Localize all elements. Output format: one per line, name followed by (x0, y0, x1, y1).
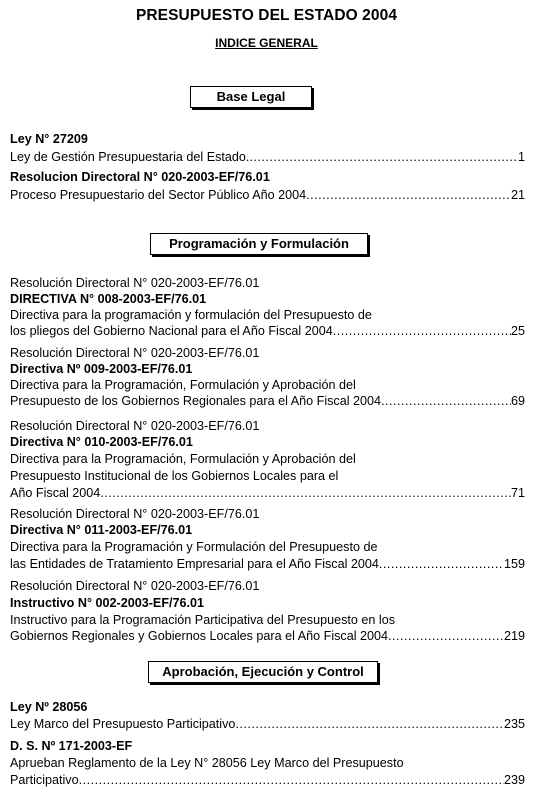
entry-ref: Instructivo N° 002-2003-EF/76.01 (10, 596, 205, 610)
entry-text: las Entidades de Tratamiento Empresarial para el Año Fiscal 2004 (10, 557, 379, 571)
index-subtitle: INDICE GENERAL (215, 36, 318, 50)
entry-ref: Ley N° 27209 (10, 132, 88, 146)
entry-text: los pliegos del Gobierno Nacional para el Año Fiscal 2004 (10, 324, 333, 338)
entry-ref: Directiva Nº 009-2003-EF/76.01 (10, 362, 193, 376)
entry-text: Participativo (10, 773, 79, 787)
section-heading-base-legal: Base Legal (190, 86, 312, 108)
entry-pre: Resolución Directoral N° 020-2003-EF/76.01 (10, 419, 260, 433)
toc-entry-line[interactable] (10, 716, 525, 732)
document-title: PRESUPUESTO DEL ESTADO 2004 (135, 7, 398, 24)
leader-dots (333, 323, 511, 339)
entry-text: Aprueban Reglamento de la Ley N° 28056 Ley Marco del Presupuesto (10, 756, 404, 770)
entry-pre: Resolución Directoral N° 020-2003-EF/76.01 (10, 507, 260, 521)
toc-entry-line[interactable] (10, 556, 525, 572)
entry-text: Directiva para la Programación, Formulación y Aprobación del (10, 378, 356, 392)
page-number: 1 (517, 150, 525, 164)
leader-dots (235, 716, 504, 732)
entry-text: Ley Marco del Presupuesto Participativo (10, 717, 236, 731)
leader-dots (249, 149, 518, 165)
entry-ref: Directiva N° 010-2003-EF/76.01 (10, 435, 193, 449)
leader-dots (379, 556, 504, 572)
leader-dots (79, 772, 504, 788)
entry-ref: Ley Nº 28056 (10, 700, 88, 714)
entry-pre: Resolución Directoral N° 020-2003-EF/76.01 (10, 346, 260, 360)
entry-pre: Resolución Directoral N° 020-2003-EF/76.01 (10, 276, 260, 290)
entry-text: Directiva para la Programación y Formulación del Presupuesto de (10, 540, 378, 554)
page-number: 159 (503, 557, 525, 571)
entry-text: Presupuesto Institucional de los Gobiernos Locales para el (10, 469, 339, 483)
entry-text: Instructivo para la Programación Participativa del Presupuesto en los (10, 613, 396, 627)
page-number: 21 (510, 188, 525, 202)
toc-entry-line[interactable] (10, 628, 525, 644)
toc-entry-line[interactable] (10, 323, 525, 339)
page-number: 235 (503, 717, 525, 731)
page-number: 239 (503, 773, 525, 787)
leader-dots (381, 393, 511, 409)
entry-ref: D. S. Nº 171-2003-EF (10, 739, 133, 753)
toc-entry-line[interactable] (10, 485, 525, 501)
entry-pre: Resolución Directoral N° 020-2003-EF/76.01 (10, 579, 260, 593)
entry-text: Presupuesto de los Gobiernos Regionales para el Año Fiscal 2004 (10, 394, 382, 408)
page-number: 71 (510, 486, 525, 500)
leader-dots (100, 485, 511, 501)
leader-dots (306, 187, 511, 203)
page-number: 69 (510, 394, 525, 408)
toc-entry-line[interactable] (10, 393, 525, 409)
page-number: 25 (510, 324, 525, 338)
leader-dots (388, 628, 504, 644)
page-number: 219 (503, 629, 525, 643)
entry-ref: Directiva N° 011-2003-EF/76.01 (10, 523, 193, 537)
entry-ref: Resolucion Directoral N° 020-2003-EF/76.01 (10, 170, 270, 184)
toc-entry-line[interactable] (10, 187, 525, 203)
entry-text: Directiva para la programación y formulación del Presupuesto de (10, 308, 372, 322)
toc-entry-line[interactable] (10, 149, 525, 165)
toc-entry-line[interactable] (10, 772, 525, 788)
entry-ref: DIRECTIVA N° 008-2003-EF/76.01 (10, 292, 207, 306)
entry-text: Ley de Gestión Presupuestaria del Estado. (10, 150, 250, 164)
entry-text: Año Fiscal 2004 (10, 486, 101, 500)
section-heading-aprobacion: Aprobación, Ejecución y Control (148, 661, 378, 683)
entry-text: Directiva para la Programación, Formulación y Aprobación del (10, 452, 356, 466)
entry-text: Proceso Presupuestario del Sector Público Año 2004 (10, 188, 307, 202)
entry-text: Gobiernos Regionales y Gobiernos Locales para el Año Fiscal 2004 (10, 629, 389, 643)
section-heading-programacion: Programación y Formulación (150, 233, 368, 255)
